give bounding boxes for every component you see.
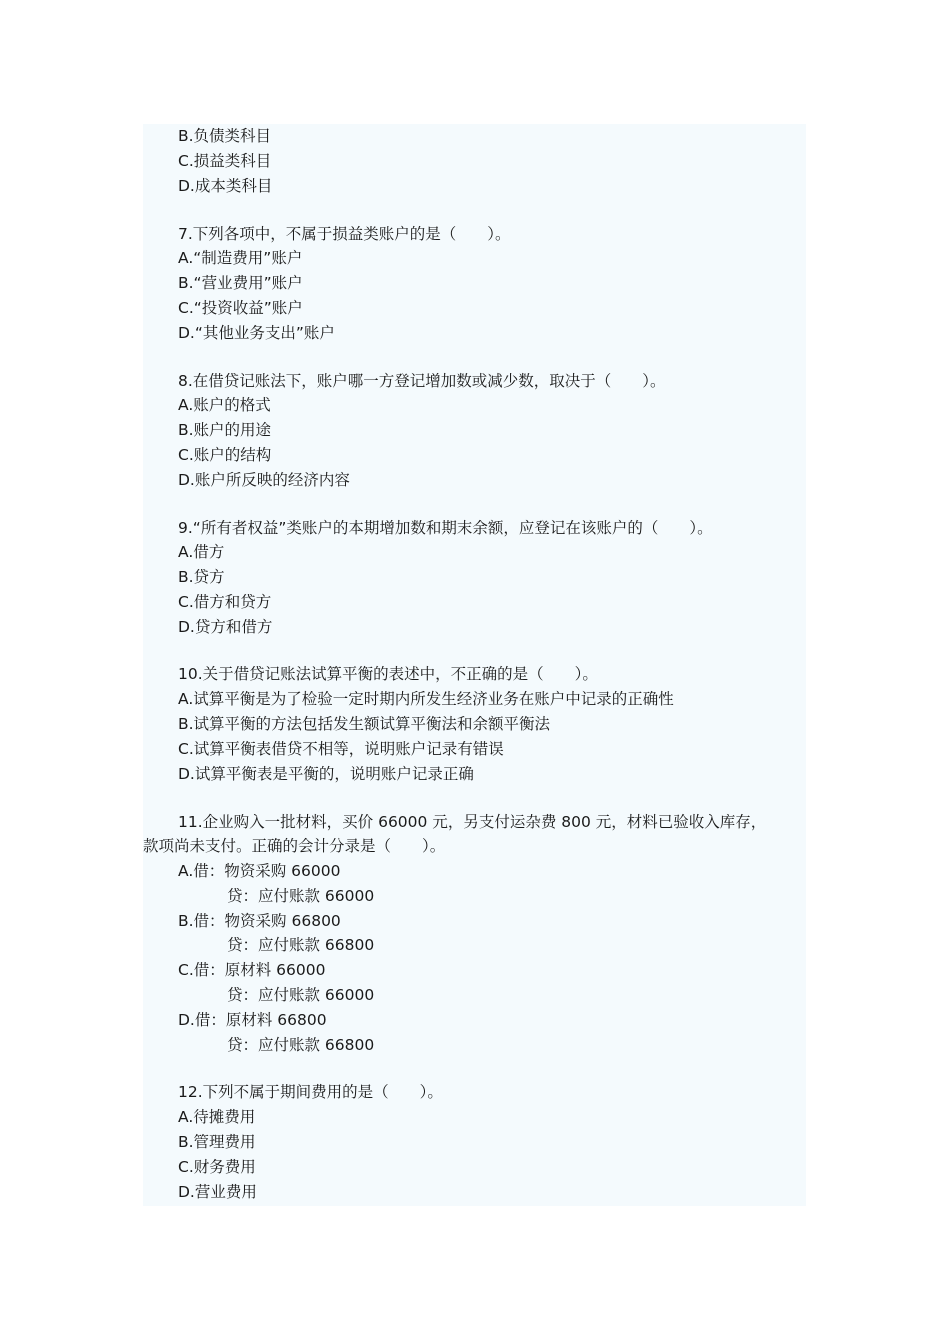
q11-option-a-debit: A.借：物资采购 66000 — [178, 862, 341, 880]
q6-option-b: B.负债类科目 — [178, 127, 272, 145]
q11-option-d-credit: 贷：应付账款 66800 — [227, 1036, 375, 1054]
q7-option-c: C.“投资收益”账户 — [178, 299, 303, 317]
q7-option-d: D.“其他业务支出”账户 — [178, 324, 335, 342]
q8-stem: 8.在借贷记账法下，账户哪一方登记增加数或减少数，取决于（ ）。 — [178, 372, 666, 390]
q12-option-b: B.管理费用 — [178, 1133, 256, 1151]
q12-option-d: D.营业费用 — [178, 1183, 257, 1201]
q11-option-d-debit: D.借：原材料 66800 — [178, 1011, 327, 1029]
q8-option-c: C.账户的结构 — [178, 446, 272, 464]
q8-option-d: D.账户所反映的经济内容 — [178, 471, 350, 489]
q8-option-b: B.账户的用途 — [178, 421, 272, 439]
q12-option-a: A.待摊费用 — [178, 1108, 256, 1126]
q11-stem-line-1: 11.企业购入一批材料，买价 66000 元，另支付运杂费 800 元，材料已验收入库存， — [178, 813, 767, 831]
q12-option-c: C.财务费用 — [178, 1158, 256, 1176]
q11-option-b-debit: B.借：物资采购 66800 — [178, 912, 341, 930]
q11-stem-line-2: 款项尚未支付。正确的会计分录是（ ）。 — [143, 837, 446, 855]
q6-option-d: D.成本类科目 — [178, 177, 273, 195]
q12-stem: 12.下列不属于期间费用的是（ ）。 — [178, 1083, 443, 1101]
q6-option-c: C.损益类科目 — [178, 152, 272, 170]
q11-option-c-credit: 贷：应付账款 66000 — [227, 986, 375, 1004]
q10-stem: 10.关于借贷记账法试算平衡的表述中，不正确的是（ ）。 — [178, 665, 598, 683]
q9-option-b: B.贷方 — [178, 568, 225, 586]
q7-option-a: A.“制造费用”账户 — [178, 249, 303, 267]
q10-option-a: A.试算平衡是为了检验一定时期内所发生经济业务在账户中记录的正确性 — [178, 690, 674, 708]
q8-option-a: A.账户的格式 — [178, 396, 271, 414]
q11-option-c-debit: C.借：原材料 66000 — [178, 961, 326, 979]
q7-option-b: B.“营业费用”账户 — [178, 274, 303, 292]
q9-option-c: C.借方和贷方 — [178, 593, 272, 611]
q9-option-d: D.贷方和借方 — [178, 618, 273, 636]
q10-option-c: C.试算平衡表借贷不相等，说明账户记录有错误 — [178, 740, 504, 758]
q11-option-b-credit: 贷：应付账款 66800 — [227, 936, 375, 954]
q7-stem: 7.下列各项中，不属于损益类账户的是（ ）。 — [178, 225, 511, 243]
q10-option-d: D.试算平衡表是平衡的，说明账户记录正确 — [178, 765, 474, 783]
q9-option-a: A.借方 — [178, 543, 225, 561]
q9-stem: 9.“所有者权益”类账户的本期增加数和期末余额，应登记在该账户的（ ）。 — [178, 519, 713, 537]
q11-option-a-credit: 贷：应付账款 66000 — [227, 887, 375, 905]
q10-option-b: B.试算平衡的方法包括发生额试算平衡法和余额平衡法 — [178, 715, 551, 733]
